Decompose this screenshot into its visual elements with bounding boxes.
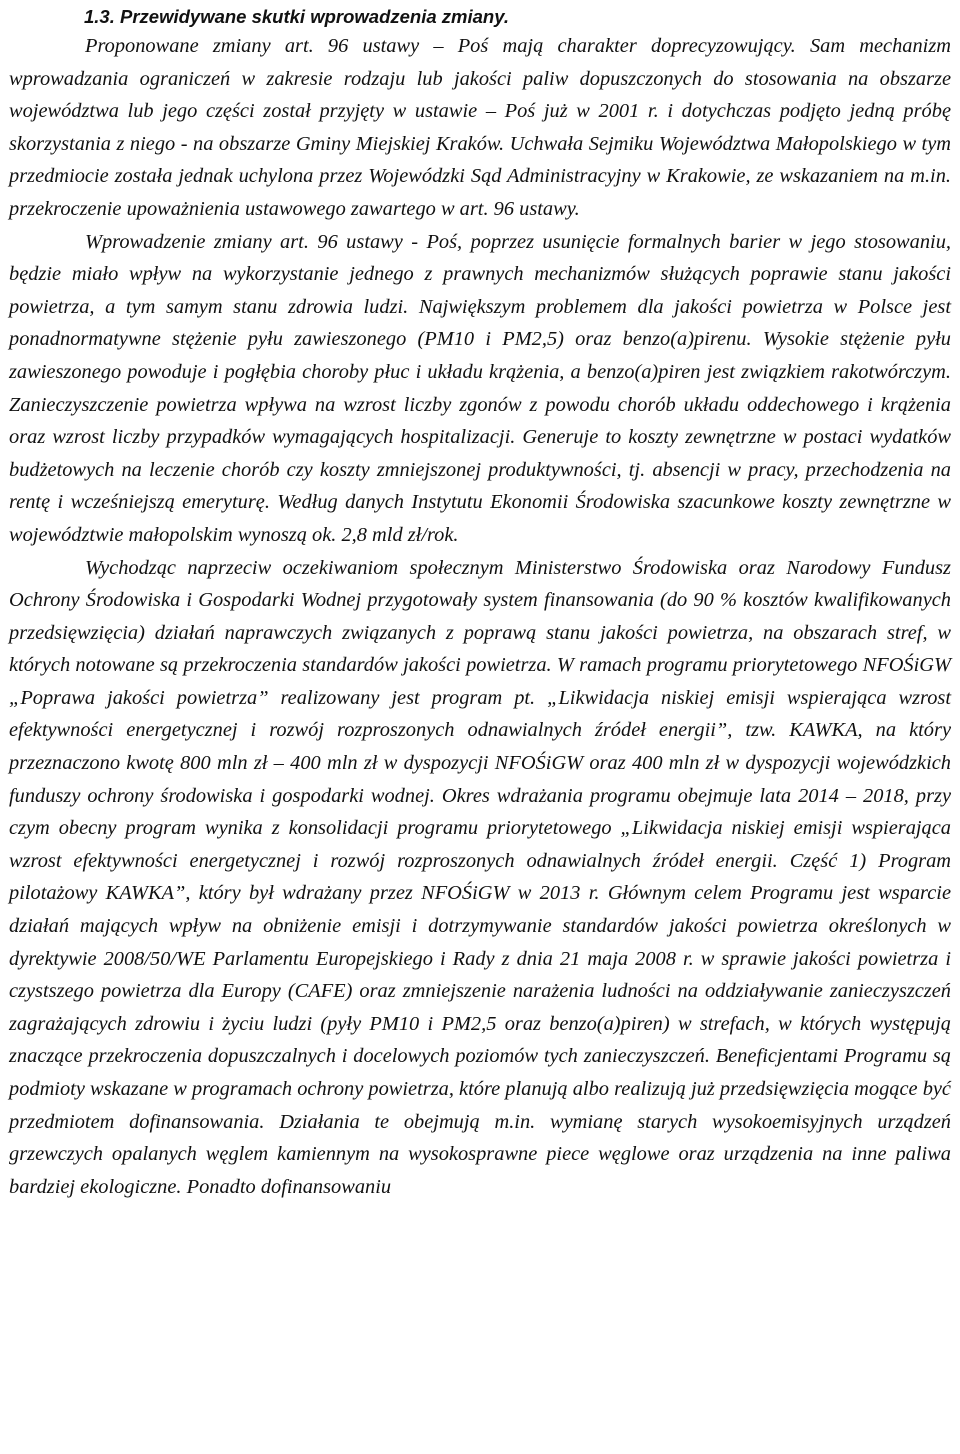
paragraph-health-effects: Wprowadzenie zmiany art. 96 ustawy - Poś, poprzez usunięcie formalnych barier w jego stosowaniu, będzie miało wpływ na wykorzystanie jednego z prawnych mechanizmów służących poprawie stanu jakości powietrza, a tym samym stanu zdrowia ludzi. Największym problemem dla jakości powietrza w Polsce jest ponadnormatywne stężenie pyłu zawieszonego (PM10 i PM2,5) oraz benzo(a)pirenu. Wysokie stężenie pyłu zawieszonego powoduje i pogłębia choroby płuc i układu krążenia, a benzo(a)piren jest związkiem rakotwórczym. Zanieczyszczenie powietrza wpływa na wzrost liczby zgonów z powodu chorób układu oddechowego i krążenia oraz wzrost liczby przypadków wymagających hospitalizacji. Generuje to koszty zewnętrzne w postaci wydatków budżetowych na leczenie chorób czy koszty zmniejszonej produktywności, tj. absencji w pracy, przechodzenia na rentę i wcześniejszą emeryturę. Według danych Instytutu Ekonomii Środowiska szacunkowe koszty zewnętrzne w województwie małopolskim wynoszą ok. 2,8 mld zł/rok. [9, 230, 951, 546]
section-heading: 1.3. Przewidywane skutki wprowadzenia zmiany. [84, 6, 509, 27]
paragraph-legal-change: Proponowane zmiany art. 96 ustawy – Poś mają charakter doprecyzowujący. Sam mechanizm wprowadzania ograniczeń w zakresie rodzaju lub jakości paliw dopuszczonych do stosowania na obszarze województwa lub jego części został przyjęty w ustawie – Poś już w 2001 r. i dotychczas podjęto jedną próbę skorzystania z niego - na obszarze Gminy Miejskiej Kraków. Uchwała Sejmiku Województwa Małopolskiego w tym przedmiocie została jednak uchylona przez Wojewódzki Sąd Administracyjny w Krakowie, ze wskazaniem na m.in. przekroczenie upoważnienia ustawowego zawartego w art. 96 ustawy. [9, 35, 951, 220]
paragraph-kawka-program: Wychodząc naprzeciw oczekiwaniom społecznym Ministerstwo Środowiska oraz Narodowy Fundusz Ochrony Środowiska i Gospodarki Wodnej przygotowały system finansowania (do 90 % kosztów kwalifikowanych przedsięwzięcia) działań naprawczych związanych z poprawą stanu jakości powietrza, na obszarach stref, w których notowane są przekroczenia standardów jakości powietrza. W ramach programu priorytetowego NFOŚiGW „Poprawa jakości powietrza” realizowany jest program pt. „Likwidacja niskiej emisji wspierająca wzrost efektywności energetycznej i rozwój rozproszonych odnawialnych źródeł energii”, tzw. KAWKA, na który przeznaczono kwotę 800 mln zł – 400 mln zł w dyspozycji NFOŚiGW oraz 400 mln zł w dyspozycji wojewódzkich funduszy ochrony środowiska i gospodarki wodnej. Okres wdrażania programu obejmuje lata 2014 – 2018, przy czym obecny program wynika z konsolidacji programu priorytetowego „Likwidacja niskiej emisji wspierająca wzrost efektywności energetycznej i rozwój rozproszonych odnawialnych źródeł energii. Część 1) Program pilotażowy KAWKA”, który był wdrażany przez NFOŚiGW w 2013 r. Głównym celem Programu jest wsparcie działań mających wpływ na obniżenie emisji i dotrzymywanie standardów jakości powietrza określonych w dyrektywie 2008/50/WE Parlamentu Europejskiego i Rady z dnia 21 maja 2008 r. w sprawie jakości powietrza i czystszego powietrza dla Europy (CAFE) oraz zmniejszenie narażenia ludności na oddziaływanie zanieczyszczeń zagrażających zdrowiu i życiu ludzi (pyły PM10 i PM2,5 oraz benzo(a)piren) w strefach, w których występują znaczące przekroczenia dopuszczalnych i docelowych poziomów tych zanieczyszczeń. Beneficjentami Programu są podmioty wskazane w programach ochrony powietrza, które planują albo realizują już przedsięwzięcia mogące być przedmiotem dofinansowania. Działania te obejmują m.in. wymianę starych wysokoemisyjnych urządzeń grzewczych opalanych węglem kamiennym na wysokosprawne piece węglowe oraz urządzenia na inne paliwa bardziej ekologiczne. Ponadto dofinansowaniu [9, 556, 951, 1198]
